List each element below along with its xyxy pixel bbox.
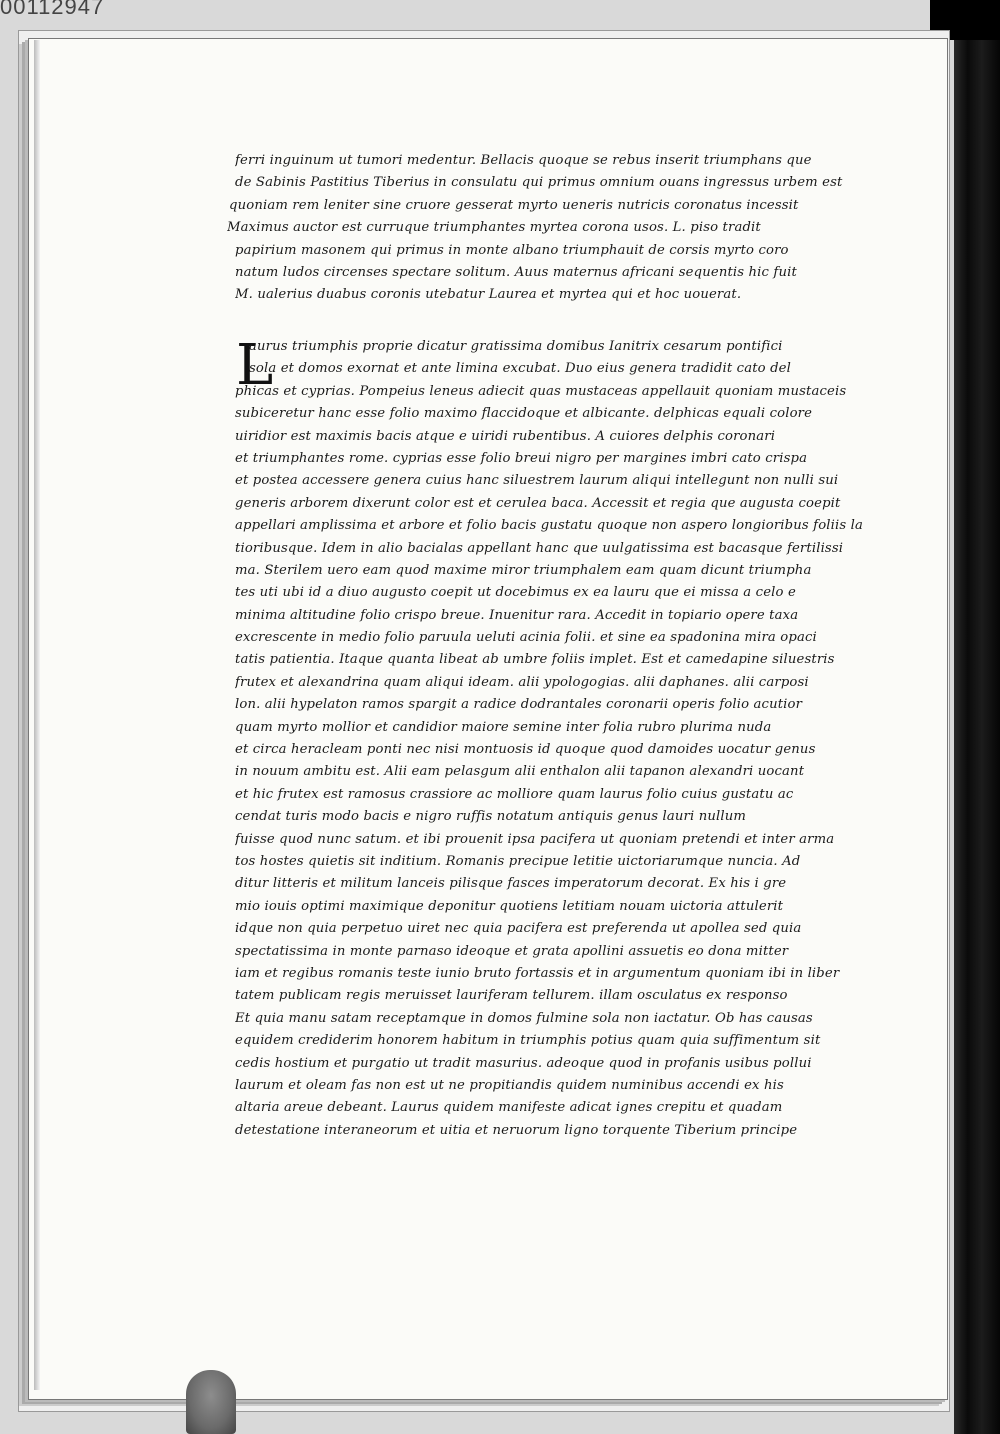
text-line: cedis hostium et purgatio ut tradit masurius. adeoque quod in profanis usibus pollui <box>235 1055 812 1071</box>
text-line: tos hostes quietis sit inditium. Romanis precipue letitie uictoriarumque nuncia. Ad <box>235 853 801 869</box>
text-line: laurum et oleam fas non est ut ne propitiandis quidem numinibus accendi ex his <box>235 1077 784 1093</box>
text-line: ditur litteris et militum lanceis pilisque fasces imperatorum decorat. Ex his i gre <box>235 876 787 892</box>
text-line: Et quia manu satam receptamque in domos fulmine sola non iactatur. Ob has causas <box>235 1010 813 1026</box>
text-line: frutex et alexandrina quam aliqui ideam. alii ypologogias. alii daphanes. alii carposi <box>235 674 809 690</box>
text-line: et hic frutex est ramosus crassiore ac molliore quam laurus folio cuius gustatu ac <box>235 786 794 802</box>
text-line: et circa heracleam ponti nec nisi montuosis id quoque quod damoides uocatur genus <box>235 742 816 758</box>
paragraph-2 <box>235 333 890 1142</box>
text-line: iam et regibus romanis teste iunio bruto fortassis et in argumentum quoniam ibi in liber <box>235 965 840 981</box>
book-binding <box>954 0 1000 1434</box>
decorated-initial: L <box>236 333 274 398</box>
text-line: lon. alii hypelaton ramos spargit a radice dodrantales coronarii operis folio acutior <box>235 697 803 713</box>
text-line: spectatissima in monte parnaso ideoque et grata apollini assuetis eo dona mitter <box>235 943 789 959</box>
text-line: in nouum ambitu est. Alii eam pelasgum alii enthalon alii tapanon alexandri uocant <box>235 764 805 780</box>
text-line: uiridior est maximis bacis atque e uiridi rubentibus. A cuiores delphis coronari <box>235 428 776 444</box>
text-line: quoniam rem leniter sine cruore gesserat myrto ueneris nutricis coronatus incessit <box>229 197 799 213</box>
text-line: et postea accessere genera cuius hanc siluestrem laurum aliqui intellegunt non nulli sui <box>235 473 839 489</box>
text-line: minima altitudine folio crispo breue. Inuenitur rara. Accedit in topiario opere taxa <box>235 607 799 623</box>
text-line: quam myrto mollior et candidior maiore semine inter folia rubro plurima nuda <box>235 719 772 735</box>
text-line: cendat turis modo bacis e nigro ruffis notatum antiquis genus lauri nullum <box>235 809 747 825</box>
text-line: phicas et cyprias. Pompeius leneus adiecit quas mustaceas appellauit quoniam mustaceis <box>235 383 847 399</box>
text-line: detestatione interaneorum et uitia et neruorum ligno torquente Tiberium principe <box>235 1122 798 1138</box>
text-line: idque non quia perpetuo uiret nec quia pacifera est preferenda ut apollea sed quia <box>235 921 802 937</box>
text-line: natum ludos circenses spectare solitum. Auus maternus africani sequentis hic fuit <box>235 264 797 280</box>
text-line: et triumphantes rome. cyprias esse folio breui nigro per margines imbri cato crispa <box>235 450 808 466</box>
text-line: tes uti ubi id a diuo augusto coepit ut docebimus ex ea lauru que ei missa a celo e <box>235 585 796 601</box>
text-line: aurus triumphis proprie dicatur gratissima domibus Ianitrix cesarum pontifici <box>249 339 783 354</box>
text-line: M. ualerius duabus coronis utebatur Laurea et myrtea qui et hoc uouerat. <box>235 287 742 303</box>
scan-id-label: 00112947 <box>0 0 105 19</box>
text-line: tioribusque. Idem in alio bacialas appellant hanc que uulgatissima est bacasque fertilissi <box>235 540 844 556</box>
holding-thumb <box>186 1370 236 1434</box>
page-gutter <box>34 40 40 1390</box>
text-line: sola et domos exornat et ante limina excubat. Duo eius genera tradidit cato del <box>249 361 791 377</box>
paragraph-1 <box>227 150 890 307</box>
text-line: ferri inguinum ut tumori medentur. Bellacis quoque se rebus inserit triumphans que <box>235 153 812 168</box>
text-line: mio iouis optimi maximique deponitur quotiens letitiam nouam uictoria attulerit <box>235 898 784 914</box>
text-line: tatem publicam regis meruisset lauriferam tellurem. illam osculatus ex responso <box>235 988 788 1004</box>
text-line: generis arborem dixerunt color est et cerulea baca. Accessit et regia que augusta coepit <box>235 495 841 511</box>
text-line: subiceretur hanc esse folio maximo flaccidoque et albicante. delphicas equali colore <box>235 406 813 422</box>
text-line: tatis patientia. Itaque quanta libeat ab umbre foliis implet. Est et camedapine siluestris <box>235 652 835 668</box>
text-line: ma. Sterilem uero eam quod maxime miror triumphalem eam quam dicunt triumpha <box>235 562 812 578</box>
text-line: excrescente in medio folio paruula ueluti acinia folii. et sine ea spadonina mira opaci <box>235 630 817 646</box>
text-line: de Sabinis Pastitius Tiberius in consulatu qui primus omnium ouans ingressus urbem est <box>235 175 843 191</box>
text-line: papirium masonem qui primus in monte albano triumphauit de corsis myrto coro <box>235 242 789 258</box>
text-line: equidem crediderim honorem habitum in triumphis potius quam quia suffimentum sit <box>235 1033 821 1049</box>
text-line: appellari amplissima et arbore et folio bacis gustatu quoque non aspero longioribus foliis la <box>235 518 864 534</box>
text-line: altaria areue debeant. Laurus quidem manifeste adicat ignes crepitu et quadam <box>235 1100 783 1116</box>
text-line: Maximus auctor est curruque triumphantes myrtea corona usos. L. piso tradit <box>227 220 761 236</box>
text-line: fuisse quod nunc satum. et ibi prouenit ipsa pacifera ut quoniam pretendi et inter arma <box>235 831 835 847</box>
